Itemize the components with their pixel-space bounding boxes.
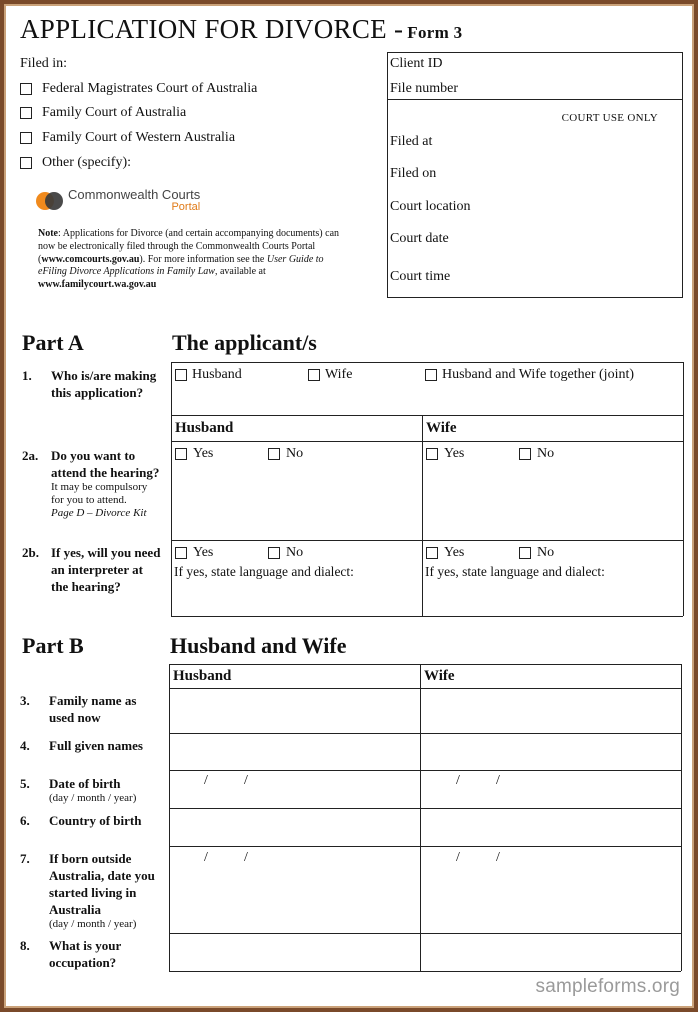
table-line bbox=[171, 616, 683, 617]
wife-family-name-input[interactable] bbox=[421, 689, 681, 733]
question-number: 1. bbox=[22, 368, 32, 383]
note-label: Note bbox=[38, 228, 58, 239]
applicant-joint-option[interactable]: Husband and Wife together (joint) bbox=[425, 367, 634, 383]
form-title bbox=[20, 14, 462, 45]
husband-interpreter-no[interactable]: No bbox=[268, 545, 303, 561]
court-date-label: Court date bbox=[390, 231, 449, 246]
column-husband: Husband bbox=[175, 420, 234, 436]
question-number: 5. bbox=[20, 776, 30, 791]
checkbox[interactable] bbox=[175, 547, 187, 559]
checkbox[interactable] bbox=[20, 107, 32, 119]
question-text: What is your occupation? bbox=[49, 938, 121, 970]
checkbox[interactable] bbox=[175, 369, 187, 381]
checkbox[interactable] bbox=[425, 369, 437, 381]
checkbox[interactable] bbox=[268, 448, 280, 460]
watermark: sampleforms.org bbox=[535, 976, 680, 997]
part-b-title: Husband and Wife bbox=[170, 633, 347, 658]
option-label: Other (specify): bbox=[42, 155, 132, 170]
table-line bbox=[171, 362, 683, 363]
table-line bbox=[171, 540, 683, 541]
husband-interpreter-yes[interactable]: Yes bbox=[175, 545, 213, 561]
wife-interpreter-yes[interactable]: Yes bbox=[426, 545, 464, 561]
applicant-wife-option[interactable]: Wife bbox=[308, 367, 352, 383]
column-husband: Husband bbox=[173, 668, 232, 684]
form-number: Form 3 bbox=[407, 23, 463, 42]
column-wife: Wife bbox=[424, 668, 455, 684]
table-line bbox=[171, 441, 683, 442]
title-text: APPLICATION FOR DIVORCE - bbox=[20, 14, 404, 44]
checkbox[interactable] bbox=[426, 448, 438, 460]
husband-dob-input[interactable]: / / bbox=[204, 773, 248, 788]
checkbox[interactable] bbox=[20, 83, 32, 95]
question-number: 6. bbox=[20, 813, 30, 828]
court-use-only-label: COURT USE ONLY bbox=[561, 112, 658, 124]
filed-in-option[interactable] bbox=[20, 105, 186, 121]
logo-mark-icon bbox=[36, 190, 66, 212]
husband-attend-no[interactable]: No bbox=[268, 446, 303, 462]
filed-at-label: Filed at bbox=[390, 134, 433, 149]
familycourt-link[interactable]: www.familycourt.wa.gov.au bbox=[38, 279, 157, 291]
question-reference: Page D – Divorce Kit bbox=[51, 507, 147, 519]
question-number: 2a. bbox=[22, 448, 39, 463]
court-location-label: Court location bbox=[390, 199, 471, 214]
question-hint: (day / month / year) bbox=[49, 792, 137, 804]
table-line bbox=[171, 362, 172, 616]
column-wife: Wife bbox=[426, 420, 457, 436]
option-label: Family Court of Western Australia bbox=[42, 130, 236, 145]
wife-dob-input[interactable]: / / bbox=[456, 773, 500, 788]
checkbox[interactable] bbox=[268, 547, 280, 559]
question-text: Family name as used now bbox=[49, 693, 137, 725]
husband-occupation-input[interactable] bbox=[170, 934, 420, 971]
filed-in-label: Filed in: bbox=[20, 56, 68, 71]
checkbox[interactable] bbox=[20, 132, 32, 144]
table-line bbox=[169, 971, 681, 972]
user-guide-title: User Guide to eFiling Divorce Applications in Family Law bbox=[38, 253, 324, 278]
part-b-heading: Part B bbox=[22, 633, 84, 658]
option-label: Federal Magistrates Court of Australia bbox=[42, 81, 258, 96]
husband-dialect-field[interactable]: If yes, state language and dialect: bbox=[174, 564, 354, 579]
question-text: If yes, will you need an interpreter at the hearing? bbox=[51, 545, 161, 594]
checkbox[interactable] bbox=[308, 369, 320, 381]
filed-in-option[interactable] bbox=[20, 81, 257, 97]
husband-arrival-date-input[interactable]: / / bbox=[204, 850, 248, 865]
divider bbox=[388, 99, 682, 100]
husband-given-names-input[interactable] bbox=[170, 734, 420, 770]
question-text: Do you want to attend the hearing? It may be compulsory for you to attend. Page D – Divorce Kit bbox=[51, 448, 160, 519]
part-a-heading: Part A bbox=[22, 330, 84, 355]
option-label: Family Court of Australia bbox=[42, 105, 187, 120]
wife-occupation-input[interactable] bbox=[421, 934, 681, 971]
comcourts-link[interactable]: www.comcourts.gov.au bbox=[41, 253, 140, 265]
husband-attend-yes[interactable]: Yes bbox=[175, 446, 213, 462]
husband-country-input[interactable] bbox=[170, 809, 420, 846]
question-number: 3. bbox=[20, 693, 30, 708]
wife-interpreter-no[interactable]: No bbox=[519, 545, 554, 561]
checkbox[interactable] bbox=[175, 448, 187, 460]
checkbox[interactable] bbox=[519, 547, 531, 559]
wife-arrival-date-input[interactable]: / / bbox=[456, 850, 500, 865]
question-number: 4. bbox=[20, 738, 30, 753]
applicant-husband-option[interactable]: Husband bbox=[175, 367, 242, 383]
question-number: 8. bbox=[20, 938, 30, 953]
question-text: Full given names bbox=[49, 738, 143, 753]
question-number: 2b. bbox=[22, 545, 39, 560]
filed-in-option[interactable] bbox=[20, 130, 235, 146]
efiling-note: Note: Applications for Divorce (and certain accompanying documents) can now be electronically filed through the Commonwealth Courts Portal (www.comcourts.gov.au). For more information see the User Guide to eFiling Divorce Applications in Family Law, available at www.familycourt.wa.gov.au bbox=[38, 228, 340, 291]
question-text: Date of birth (day / month / year) bbox=[49, 775, 164, 805]
file-number-label: File number bbox=[390, 81, 459, 96]
checkbox[interactable] bbox=[426, 547, 438, 559]
logo-line-1: Commonwealth Courts bbox=[68, 187, 201, 202]
husband-family-name-input[interactable] bbox=[170, 689, 420, 733]
question-text: Who is/are making this application? bbox=[51, 368, 157, 400]
table-line bbox=[683, 362, 684, 616]
logo-line-2: Portal bbox=[171, 201, 201, 213]
wife-attend-yes[interactable]: Yes bbox=[426, 446, 464, 462]
wife-given-names-input[interactable] bbox=[421, 734, 681, 770]
part-a-title: The applicant/s bbox=[172, 330, 317, 355]
wife-dialect-field[interactable]: If yes, state language and dialect: bbox=[425, 564, 605, 579]
question-text: If born outside Australia, date you started living in Australia (day / month / year) bbox=[49, 850, 164, 931]
commonwealth-courts-logo bbox=[36, 188, 200, 214]
table-line bbox=[169, 664, 681, 665]
client-id-label: Client ID bbox=[390, 56, 443, 71]
table-line bbox=[422, 415, 423, 616]
filed-on-label: Filed on bbox=[390, 166, 437, 181]
question-hint: (day / month / year) bbox=[49, 918, 137, 930]
table-line bbox=[171, 415, 683, 416]
filed-in-option[interactable] bbox=[20, 155, 131, 171]
court-time-label: Court time bbox=[390, 269, 451, 284]
question-hint: It may be compulsory for you to attend. bbox=[51, 481, 148, 506]
table-line bbox=[681, 664, 682, 971]
checkbox[interactable] bbox=[519, 448, 531, 460]
court-use-box bbox=[387, 52, 683, 298]
wife-country-input[interactable] bbox=[421, 809, 681, 846]
checkbox[interactable] bbox=[20, 157, 32, 169]
question-text: Country of birth bbox=[49, 813, 142, 828]
question-number: 7. bbox=[20, 851, 30, 866]
wife-attend-no[interactable]: No bbox=[519, 446, 554, 462]
